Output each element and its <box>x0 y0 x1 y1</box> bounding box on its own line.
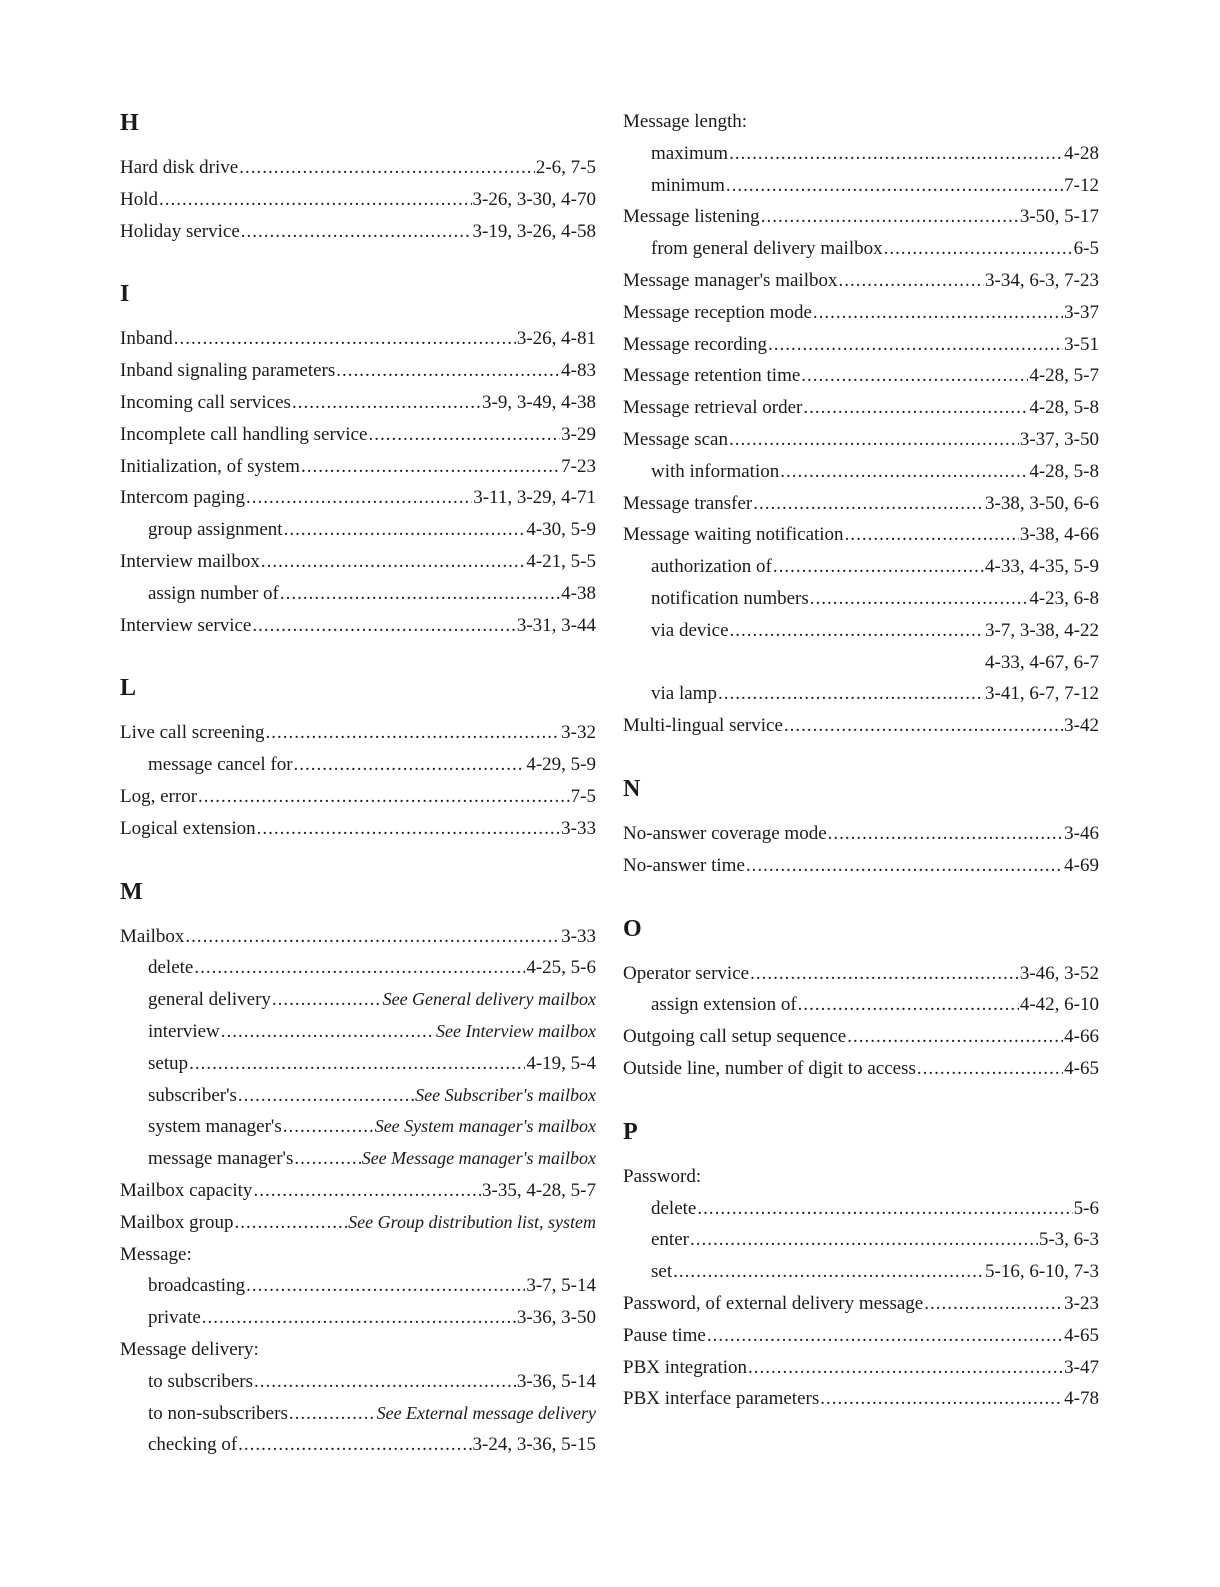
index-entry <box>623 138 1099 170</box>
entry-pages: 3-32 <box>561 722 596 744</box>
entry-pages: 4-23, 6-8 <box>1029 587 1099 609</box>
dot-leader <box>748 1352 1063 1384</box>
dot-leader <box>292 387 481 419</box>
entry-pages: 3-38, 3-50, 6-6 <box>985 492 1099 514</box>
entry-pages: 4-66 <box>1064 1026 1099 1048</box>
dot-leader <box>246 482 472 514</box>
entry-pages: 3-33 <box>561 925 596 947</box>
dot-leader <box>884 233 1073 265</box>
entry-term: PBX interface parameters <box>623 1388 820 1410</box>
dot-leader <box>707 1320 1063 1352</box>
entry-term: Inband signaling parameters <box>120 360 336 382</box>
index-entry <box>120 152 596 184</box>
section-letter: O <box>623 915 642 942</box>
entry-term: system manager's <box>148 1116 282 1138</box>
entry-term: Message: <box>120 1243 192 1265</box>
dot-leader <box>838 265 984 297</box>
dot-leader <box>750 958 1019 990</box>
index-entry <box>623 678 1099 710</box>
entry-term: No-answer coverage mode <box>623 822 827 844</box>
entry-pages: 7-12 <box>1064 174 1099 196</box>
section-letter: P <box>623 1118 638 1145</box>
entry-term: assign extension of <box>651 994 797 1016</box>
entry-term: Mailbox <box>120 925 185 947</box>
index-entry <box>120 1334 596 1366</box>
entry-term: Holiday service <box>120 220 240 242</box>
index-entry <box>623 615 1099 647</box>
dot-leader <box>718 678 984 710</box>
entry-pages: 4-38 <box>561 582 596 604</box>
entry-pages: 3-33 <box>561 817 596 839</box>
index-entry <box>623 1224 1099 1256</box>
dot-leader <box>798 989 1019 1021</box>
entry-term: Message transfer <box>623 492 753 514</box>
dot-leader <box>253 1175 481 1207</box>
entry-term: Hard disk drive <box>120 157 239 178</box>
entry-pages: 3-37 <box>1064 301 1099 323</box>
entry-term: to non-subscribers <box>148 1402 288 1424</box>
entry-term: Initialization, of system <box>120 455 300 477</box>
dot-leader <box>730 615 984 647</box>
entry-pages: 4-65 <box>1064 1057 1099 1079</box>
entry-term: private <box>148 1307 201 1329</box>
dot-leader <box>828 818 1064 850</box>
entry-pages: 6-5 <box>1073 238 1099 260</box>
entry-term: checking of <box>148 1434 238 1456</box>
dot-leader <box>820 1383 1063 1415</box>
index-column-right <box>623 106 1099 1445</box>
dot-leader <box>254 1366 516 1398</box>
entry-term: Incoming call services <box>120 391 291 413</box>
entry-term: delete <box>651 1197 697 1219</box>
entry-pages: 5-16, 6-10, 7-3 <box>985 1261 1099 1283</box>
index-entry <box>120 355 596 387</box>
entry-pages: 4-83 <box>561 360 596 382</box>
entry-pages: 5-6 <box>1073 1197 1099 1219</box>
index-entry <box>120 482 596 514</box>
entry-pages: 7-5 <box>570 785 596 807</box>
entry-pages: 3-35, 4-28, 5-7 <box>482 1179 596 1201</box>
index-entry <box>623 488 1099 520</box>
index-entry <box>623 170 1099 202</box>
entry-term: Password, of external delivery message <box>623 1292 924 1314</box>
index-entry <box>120 781 596 813</box>
entry-pages: 7-23 <box>561 455 596 477</box>
entry-term: enter <box>651 1229 689 1251</box>
entry-pages: 3-7, 3-38, 4-22 <box>985 619 1099 641</box>
section-letter: H <box>120 110 139 136</box>
index-entry <box>120 1207 596 1239</box>
entry-pages: 3-31, 3-44 <box>516 614 596 636</box>
entry-pages: 4-28, 5-8 <box>1029 460 1099 482</box>
entry-term: Mailbox group <box>120 1211 234 1233</box>
index-entry <box>120 952 596 984</box>
index-entry <box>623 1320 1099 1352</box>
index-entry <box>120 1143 596 1175</box>
dot-leader <box>761 201 1019 233</box>
entry-term: Password: <box>623 1165 702 1187</box>
entry-pages: 3-7, 5-14 <box>526 1275 596 1297</box>
entry-pages: 3-41, 6-7, 7-12 <box>985 683 1099 705</box>
entry-term: set <box>651 1261 673 1283</box>
dot-leader <box>673 1256 984 1288</box>
dot-leader <box>368 419 560 451</box>
entry-term: Incomplete call handling service <box>120 423 368 445</box>
entry-term: Pause time <box>623 1324 706 1346</box>
entry-pages: 3-42 <box>1064 715 1099 737</box>
index-entry <box>120 1429 596 1461</box>
index-section <box>623 106 1099 742</box>
index-entry <box>623 551 1099 583</box>
entry-term: Mailbox capacity <box>120 1179 253 1201</box>
entry-term: Multi-lingual service <box>623 715 783 737</box>
see-reference: See System manager's mailbox <box>374 1116 596 1137</box>
entry-term: Intercom paging <box>120 487 246 509</box>
section-letter: M <box>120 878 143 905</box>
index-entry <box>120 749 596 781</box>
entry-term: No-answer time <box>623 854 745 876</box>
dot-leader <box>294 749 526 781</box>
entry-pages: 3-19, 3-26, 4-58 <box>472 220 596 242</box>
see-reference: See General delivery mailbox <box>382 989 596 1010</box>
index-entry <box>623 360 1099 392</box>
entry-term: with information <box>651 460 780 482</box>
entry-pages: 4-19, 5-4 <box>526 1052 596 1074</box>
dot-leader <box>284 514 526 546</box>
index-entry <box>120 184 596 216</box>
dot-leader <box>801 360 1028 392</box>
dot-leader <box>252 610 515 642</box>
index-entry <box>120 1111 596 1143</box>
entry-term: PBX integration <box>623 1356 748 1378</box>
dot-leader <box>289 1398 376 1430</box>
entry-term: Interview mailbox <box>120 550 260 572</box>
entry-pages: 4-30, 5-9 <box>526 519 596 541</box>
entry-term: assign number of <box>148 582 279 604</box>
index-entry <box>623 456 1099 488</box>
index-entry <box>120 1080 596 1112</box>
entry-term: group assignment <box>148 519 283 541</box>
dot-leader <box>780 456 1028 488</box>
dot-leader <box>697 1193 1072 1225</box>
index-entry <box>120 216 596 248</box>
index-entry <box>623 1383 1099 1415</box>
dot-leader <box>283 1111 374 1143</box>
dot-leader <box>234 1207 347 1239</box>
dot-leader <box>726 170 1063 202</box>
entry-pages: 2-6, 7-5 <box>535 157 596 178</box>
dot-leader <box>185 921 560 953</box>
index-entry <box>623 265 1099 297</box>
index-entry <box>623 958 1099 990</box>
index-entry <box>120 387 596 419</box>
entry-term: maximum <box>651 142 729 164</box>
entry-pages: 4-65 <box>1064 1324 1099 1346</box>
entry-term: Message manager's mailbox <box>623 269 838 291</box>
index-section <box>623 912 1099 1085</box>
dot-leader <box>746 850 1063 882</box>
dot-leader <box>336 355 560 387</box>
entry-term: Message length: <box>623 111 748 132</box>
index-entry <box>120 1048 596 1080</box>
index-entry <box>623 850 1099 882</box>
index-entry <box>623 1288 1099 1320</box>
index-entry <box>120 921 596 953</box>
index-entry <box>623 233 1099 265</box>
see-reference: See Subscriber's mailbox <box>415 1084 596 1105</box>
entry-term: via lamp <box>651 683 717 705</box>
entry-term: Message retention time <box>623 365 801 387</box>
index-entry <box>623 201 1099 233</box>
entry-pages: 4-42, 6-10 <box>1019 994 1099 1016</box>
entry-term: Message delivery: <box>120 1338 259 1360</box>
entry-pages: 3-36, 3-50 <box>516 1307 596 1329</box>
index-entry <box>120 514 596 546</box>
entry-pages: 4-21, 5-5 <box>526 550 596 572</box>
index-entry <box>120 1239 596 1271</box>
entry-pages: 4-25, 5-6 <box>526 957 596 979</box>
index-entry <box>623 989 1099 1021</box>
entry-term: delete <box>148 957 194 979</box>
entry-pages: 3-34, 6-3, 7-23 <box>985 269 1099 291</box>
index-entry <box>623 1256 1099 1288</box>
dot-leader <box>202 1302 516 1334</box>
index-entry <box>623 424 1099 456</box>
entry-pages: 3-11, 3-29, 4-71 <box>473 487 596 509</box>
dot-leader <box>813 297 1063 329</box>
index-entry <box>120 419 596 451</box>
entry-term: subscriber's <box>148 1084 237 1106</box>
dot-leader <box>272 984 382 1016</box>
index-entry <box>623 392 1099 424</box>
index-entry <box>623 106 1099 138</box>
entry-term: authorization of <box>651 556 772 578</box>
see-reference: See External message delivery <box>376 1402 596 1423</box>
entry-pages: 3-46 <box>1064 822 1099 844</box>
entry-pages: 3-46, 3-52 <box>1019 962 1099 984</box>
entry-pages: 3-47 <box>1064 1356 1099 1378</box>
dot-leader <box>266 717 561 749</box>
entry-term: minimum <box>651 174 725 196</box>
entry-pages: 4-69 <box>1064 854 1099 876</box>
section-letter: I <box>120 281 130 308</box>
dot-leader <box>238 1429 471 1461</box>
entry-term: message cancel for <box>148 754 293 776</box>
entry-term: Message waiting notification <box>623 524 844 546</box>
entry-term: Message scan <box>623 428 728 450</box>
entry-term: from general delivery mailbox <box>651 238 883 260</box>
index-entry <box>120 1270 596 1302</box>
dot-leader <box>773 551 984 583</box>
index-entry <box>623 329 1099 361</box>
dot-leader <box>239 152 535 184</box>
dot-leader <box>729 138 1063 170</box>
entry-pages: 4-33, 4-67, 6-7 <box>985 651 1099 673</box>
entry-pages: 3-38, 4-66 <box>1019 524 1099 546</box>
see-reference: See Message manager's mailbox <box>361 1148 596 1169</box>
entry-term: Inband <box>120 328 173 350</box>
entry-term: setup <box>148 1052 189 1074</box>
index-entry <box>623 818 1099 850</box>
dot-leader <box>238 1080 414 1112</box>
entry-pages: 4-29, 5-9 <box>526 754 596 776</box>
index-section <box>623 1115 1099 1415</box>
entry-term: notification numbers <box>651 587 809 609</box>
entry-term: Message reception mode <box>623 301 812 323</box>
dot-leader <box>847 1021 1063 1053</box>
entry-pages: 4-33, 4-35, 5-9 <box>985 556 1099 578</box>
entry-pages: 3-29 <box>561 423 596 445</box>
dot-leader <box>159 184 472 216</box>
dot-leader <box>257 813 561 845</box>
index-entry <box>120 546 596 578</box>
index-section <box>120 671 596 844</box>
index-entry <box>623 1021 1099 1053</box>
entry-term: Logical extension <box>120 817 256 839</box>
index-entry <box>623 519 1099 551</box>
index-section <box>120 106 596 247</box>
index-entry <box>120 451 596 483</box>
index-entry <box>623 1053 1099 1085</box>
dot-leader <box>246 1270 525 1302</box>
dot-leader <box>198 781 570 813</box>
entry-term: Operator service <box>623 962 750 984</box>
dot-leader <box>174 323 516 355</box>
dot-leader <box>221 1016 435 1048</box>
index-column-left <box>120 106 596 1491</box>
index-entry <box>623 1193 1099 1225</box>
dot-leader <box>261 546 526 578</box>
index-entry <box>623 1161 1099 1193</box>
entry-pages: 3-36, 5-14 <box>516 1370 596 1392</box>
entry-term: message manager's <box>148 1148 294 1170</box>
index-entry <box>120 1175 596 1207</box>
dot-leader <box>845 519 1019 551</box>
dot-leader <box>294 1143 360 1175</box>
entry-pages: 3-23 <box>1064 1292 1099 1314</box>
index-entry <box>120 1302 596 1334</box>
dot-leader <box>784 710 1063 742</box>
entry-term: interview <box>148 1020 220 1042</box>
entry-term: Outgoing call setup sequence <box>623 1026 847 1048</box>
entry-term: Message retrieval order <box>623 397 803 419</box>
entry-term: via device <box>651 619 729 641</box>
index-entry <box>623 710 1099 742</box>
dot-leader <box>924 1288 1063 1320</box>
index-entry <box>120 984 596 1016</box>
entry-term: Log, error <box>120 785 198 807</box>
index-entry <box>120 1016 596 1048</box>
index-entry <box>120 717 596 749</box>
entry-term: to subscribers <box>148 1370 254 1392</box>
index-section <box>120 277 596 641</box>
see-reference: See Interview mailbox <box>436 1020 596 1041</box>
entry-term: general delivery <box>148 989 271 1011</box>
index-entry <box>120 1398 596 1430</box>
index-section <box>120 875 596 1462</box>
entry-pages: 4-28 <box>1064 142 1099 164</box>
index-entry <box>623 1352 1099 1384</box>
dot-leader <box>189 1048 525 1080</box>
entry-pages: 3-37, 3-50 <box>1019 428 1099 450</box>
index-entry <box>120 610 596 642</box>
dot-leader <box>803 392 1028 424</box>
dot-leader <box>194 952 525 984</box>
entry-pages: 4-28, 5-7 <box>1029 365 1099 387</box>
entry-term: broadcasting <box>148 1275 246 1297</box>
index-entry <box>623 647 1099 679</box>
entry-pages: 3-50, 5-17 <box>1019 206 1099 228</box>
entry-pages: 3-9, 3-49, 4-38 <box>482 391 596 413</box>
entry-term: Message listening <box>623 206 760 228</box>
dot-leader <box>280 578 560 610</box>
dot-leader <box>768 329 1063 361</box>
entry-term: Message recording <box>623 333 768 355</box>
dot-leader <box>301 451 560 483</box>
see-reference: See Group distribution list, system <box>348 1211 596 1232</box>
dot-leader <box>690 1224 1038 1256</box>
entry-term: Interview service <box>120 614 252 636</box>
entry-pages: 3-51 <box>1064 333 1099 355</box>
entry-pages: 3-26, 4-81 <box>516 328 596 350</box>
section-letter: N <box>623 775 641 802</box>
entry-term: Live call screening <box>120 722 265 744</box>
dot-leader <box>241 216 472 248</box>
entry-pages: 5-3, 6-3 <box>1038 1229 1099 1251</box>
index-section <box>623 772 1099 882</box>
dot-leader <box>753 488 984 520</box>
entry-pages: 3-24, 3-36, 5-15 <box>472 1434 596 1456</box>
dot-leader <box>810 583 1029 615</box>
entry-term: Hold <box>120 188 158 210</box>
entry-pages: 4-28, 5-8 <box>1029 397 1099 419</box>
index-entry <box>623 583 1099 615</box>
index-entry <box>623 297 1099 329</box>
dot-leader <box>729 424 1019 456</box>
index-entry <box>120 1366 596 1398</box>
entry-term: Outside line, number of digit to access <box>623 1057 916 1079</box>
section-letter: L <box>120 675 137 702</box>
index-entry <box>120 323 596 355</box>
entry-pages: 4-78 <box>1064 1388 1099 1410</box>
dot-leader <box>917 1053 1063 1085</box>
entry-pages: 3-26, 3-30, 4-70 <box>472 188 596 210</box>
index-entry <box>120 813 596 845</box>
index-entry <box>120 578 596 610</box>
